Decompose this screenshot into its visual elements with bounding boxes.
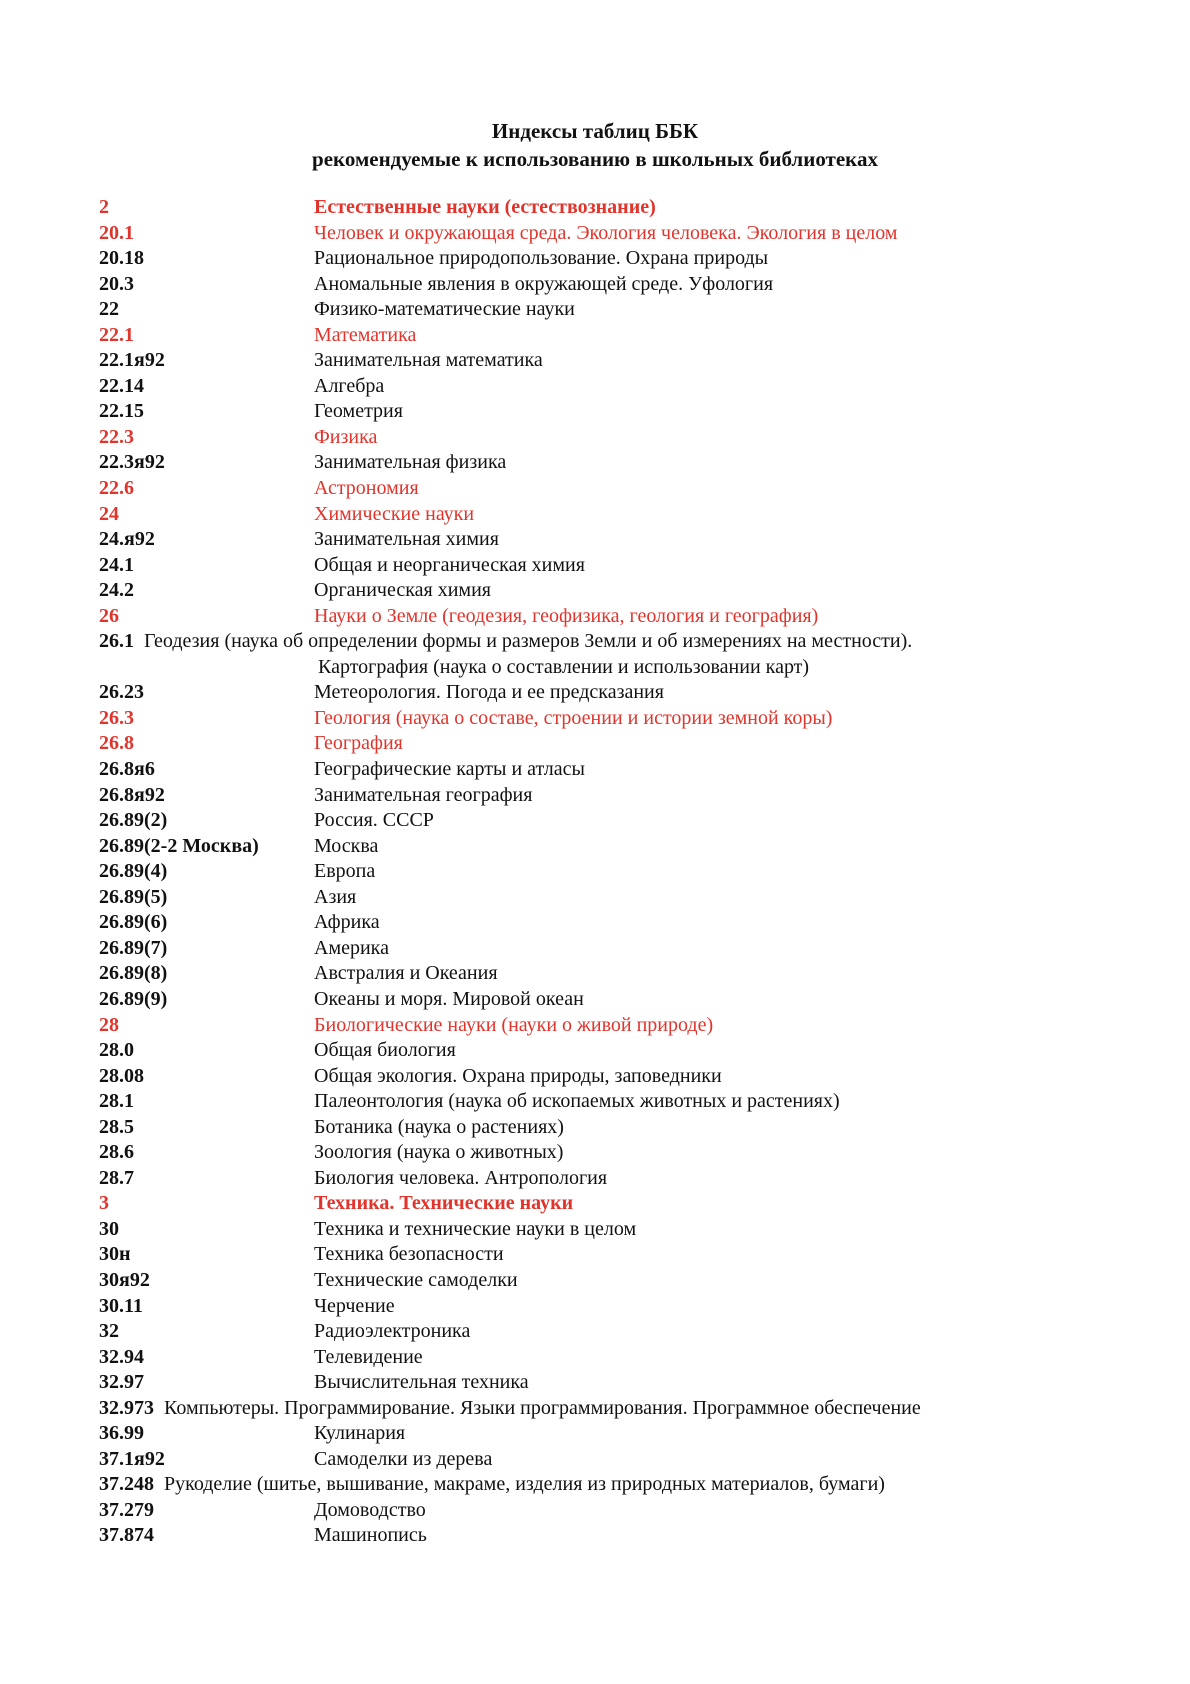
list-item (99, 936, 1099, 962)
index-description: Океаны и моря. Мировой океан (314, 987, 584, 1010)
list-item (99, 1319, 1099, 1345)
list-item (99, 221, 1099, 247)
index-code: 28.0 (99, 1039, 134, 1062)
index-code: 28.7 (99, 1166, 134, 1189)
index-description: Черчение (314, 1294, 395, 1317)
list-item (99, 502, 1099, 528)
list-item (99, 1242, 1099, 1268)
index-description: Человек и окружающая среда. Экология человека. Экология в целом (314, 221, 898, 244)
index-code: 28.1 (99, 1090, 134, 1113)
index-description: Домоводство (314, 1498, 426, 1521)
index-description: Москва (314, 834, 379, 857)
index-code: 2 (99, 196, 109, 218)
list-item (99, 731, 1099, 757)
index-code: 22.1 (99, 323, 134, 346)
list-item (99, 680, 1099, 706)
index-code: 26.89(5) (99, 885, 168, 908)
index-code: 28.6 (99, 1141, 134, 1164)
list-item (99, 808, 1099, 834)
index-description: Техника безопасности (314, 1243, 504, 1266)
index-code: 22.6 (99, 477, 134, 500)
index-code: 20.1 (99, 221, 134, 244)
list-item (99, 578, 1099, 604)
list-item (99, 834, 1099, 860)
list-item (99, 1140, 1099, 1166)
index-description: Аномальные явления в окружающей среде. Уфология (314, 272, 774, 295)
index-description: Картография (наука о составлении и использовании карт) (318, 655, 810, 678)
index-code: 30.11 (99, 1294, 143, 1317)
index-code: 37.279 (99, 1498, 154, 1521)
list-item (99, 706, 1099, 732)
index-code: 22.15 (99, 400, 144, 423)
list-item (99, 1447, 1099, 1473)
list-item (99, 272, 1099, 298)
list-item (99, 323, 1099, 349)
list-item (99, 399, 1099, 425)
document-title: Индексы таблиц ББК (491, 119, 699, 143)
index-description: Математика (314, 323, 417, 346)
index-description: Техника и технические науки в целом (314, 1217, 637, 1240)
list-item (99, 450, 1099, 476)
index-code: 28.5 (99, 1115, 134, 1138)
index-description: Телевидение (314, 1345, 423, 1368)
index-code: 26.8я92 (99, 783, 165, 806)
index-code: 26.89(2) (99, 809, 168, 832)
list-item (99, 527, 1099, 553)
index-code: 32.97 (99, 1371, 144, 1394)
index-description: Машинопись (314, 1524, 427, 1547)
index-description: Химические науки (314, 502, 475, 525)
list-item (99, 348, 1099, 374)
list-item (99, 783, 1099, 809)
index-description: Рукоделие (шитье, вышивание, макраме, изделия из природных материалов, бумаги) (164, 1473, 885, 1496)
index-code: 37.874 (99, 1524, 154, 1547)
index-description: Занимательная физика (314, 451, 507, 474)
index-code: 26.23 (99, 681, 144, 704)
index-code: 3 (99, 1192, 109, 1215)
index-code: 24.я92 (99, 528, 155, 551)
index-code: 30я92 (99, 1268, 150, 1291)
index-code: 26.89(9) (99, 987, 168, 1010)
index-code: 22.14 (99, 374, 144, 397)
index-code: 28.08 (99, 1064, 144, 1087)
index-description: Европа (314, 860, 376, 883)
list-item (99, 374, 1099, 400)
index-code: 26.8я6 (99, 758, 155, 781)
index-description: Геодезия (наука об определении формы и размеров Земли и об измерениях на местности). (144, 630, 913, 653)
index-description: Азия (314, 885, 357, 908)
index-description: Африка (314, 911, 380, 934)
index-code: 37.1я92 (99, 1447, 165, 1470)
index-description: Общая и неорганическая химия (314, 553, 585, 576)
list-item (99, 1064, 1099, 1090)
index-description: Ботаника (наука о растениях) (314, 1115, 564, 1138)
index-description: География (314, 732, 403, 755)
list-item (99, 1166, 1099, 1192)
list-item (99, 961, 1099, 987)
list-item (99, 757, 1099, 783)
index-code: 28 (99, 1013, 119, 1036)
index-description: Общая экология. Охрана природы, заповедники (314, 1064, 722, 1087)
list-item (99, 195, 1099, 221)
list-item (99, 1523, 1099, 1549)
index-code: 32 (99, 1320, 119, 1343)
index-code: 30н (99, 1243, 131, 1266)
list-item (99, 553, 1099, 579)
index-code: 26.89(2-2 Москва) (99, 834, 259, 857)
index-code: 26.89(8) (99, 962, 168, 985)
index-description: Физико-математические науки (314, 298, 575, 321)
list-item (99, 629, 1099, 655)
index-code: 32.94 (99, 1345, 144, 1368)
index-description: Зоология (наука о животных) (314, 1141, 564, 1164)
list-item (99, 1038, 1099, 1064)
index-description: Техника. Технические науки (314, 1192, 574, 1215)
list-item (99, 1294, 1099, 1320)
index-description: Общая биология (314, 1039, 456, 1062)
index-description: Америка (314, 936, 389, 959)
index-description: Вычислительная техника (314, 1371, 529, 1394)
index-code: 26.89(7) (99, 936, 168, 959)
list-item (99, 1115, 1099, 1141)
index-description: Географические карты и атласы (314, 758, 585, 781)
list-item (99, 1498, 1099, 1524)
index-description: Австралия и Океания (314, 962, 498, 985)
list-item (99, 1370, 1099, 1396)
list-item (99, 1268, 1099, 1294)
list-item (99, 1191, 1099, 1217)
list-item (99, 297, 1099, 323)
index-list (99, 195, 1099, 1549)
index-description: Самоделки из дерева (314, 1447, 493, 1470)
index-description: Геология (наука о составе, строении и истории земной коры) (314, 706, 833, 729)
list-item (99, 1421, 1099, 1447)
index-code: 22.3я92 (99, 451, 165, 474)
list-item (99, 1345, 1099, 1371)
index-description: Астрономия (314, 477, 419, 500)
index-code: 26 (99, 604, 119, 627)
index-description: Кулинария (314, 1422, 406, 1445)
index-description: Геометрия (314, 400, 403, 423)
index-description: Радиоэлектроника (314, 1320, 471, 1343)
list-item (99, 885, 1099, 911)
index-code: 24 (99, 502, 119, 525)
index-code: 26.89(4) (99, 860, 168, 883)
index-code: 37.248 (99, 1473, 154, 1496)
index-code: 26.3 (99, 706, 134, 729)
index-description: Рациональное природопользование. Охрана природы (314, 247, 769, 270)
index-code: 26.8 (99, 732, 134, 755)
index-description: Занимательная химия (314, 528, 499, 551)
index-code: 24.1 (99, 553, 134, 576)
list-item (99, 655, 1099, 681)
list-item (99, 425, 1099, 451)
list-item (99, 1013, 1099, 1039)
list-item (99, 1217, 1099, 1243)
index-code: 32.973 (99, 1396, 154, 1419)
list-item (99, 476, 1099, 502)
document-subtitle: рекомендуемые к использованию в школьных библиотеках (312, 147, 878, 171)
index-description: Алгебра (314, 374, 385, 397)
list-item (99, 859, 1099, 885)
list-item (99, 987, 1099, 1013)
list-item (99, 246, 1099, 272)
index-description: Биология человека. Антропология (314, 1166, 608, 1189)
index-code: 36.99 (99, 1422, 144, 1445)
index-description: Россия. СССР (314, 809, 434, 832)
index-code: 26.1 (99, 630, 134, 653)
index-code: 24.2 (99, 579, 134, 602)
index-code: 22.1я92 (99, 349, 165, 372)
list-item (99, 910, 1099, 936)
index-description: Компьютеры. Программирование. Языки программирования. Программное обеспечение (164, 1396, 921, 1419)
index-description: Метеорология. Погода и ее предсказания (314, 681, 664, 704)
list-item (99, 1089, 1099, 1115)
index-code: 22 (99, 298, 119, 321)
list-item (99, 604, 1099, 630)
index-description: Биологические науки (науки о живой природе) (314, 1013, 714, 1036)
index-description: Палеонтология (наука об ископаемых животных и растениях) (314, 1090, 840, 1113)
index-description: Занимательная география (314, 783, 533, 806)
index-description: Естественные науки (естествознание) (314, 196, 656, 218)
list-item (99, 1472, 1099, 1498)
index-description: Технические самоделки (314, 1268, 518, 1291)
index-code: 22.3 (99, 425, 134, 448)
list-item (99, 1396, 1099, 1422)
index-code: 26.89(6) (99, 911, 168, 934)
index-code: 30 (99, 1217, 119, 1240)
index-description: Науки о Земле (геодезия, геофизика, геология и география) (314, 604, 819, 627)
index-code: 20.18 (99, 247, 144, 270)
index-description: Органическая химия (314, 579, 491, 602)
index-code: 20.3 (99, 272, 134, 295)
index-description: Занимательная математика (314, 349, 543, 372)
index-description: Физика (314, 425, 378, 448)
